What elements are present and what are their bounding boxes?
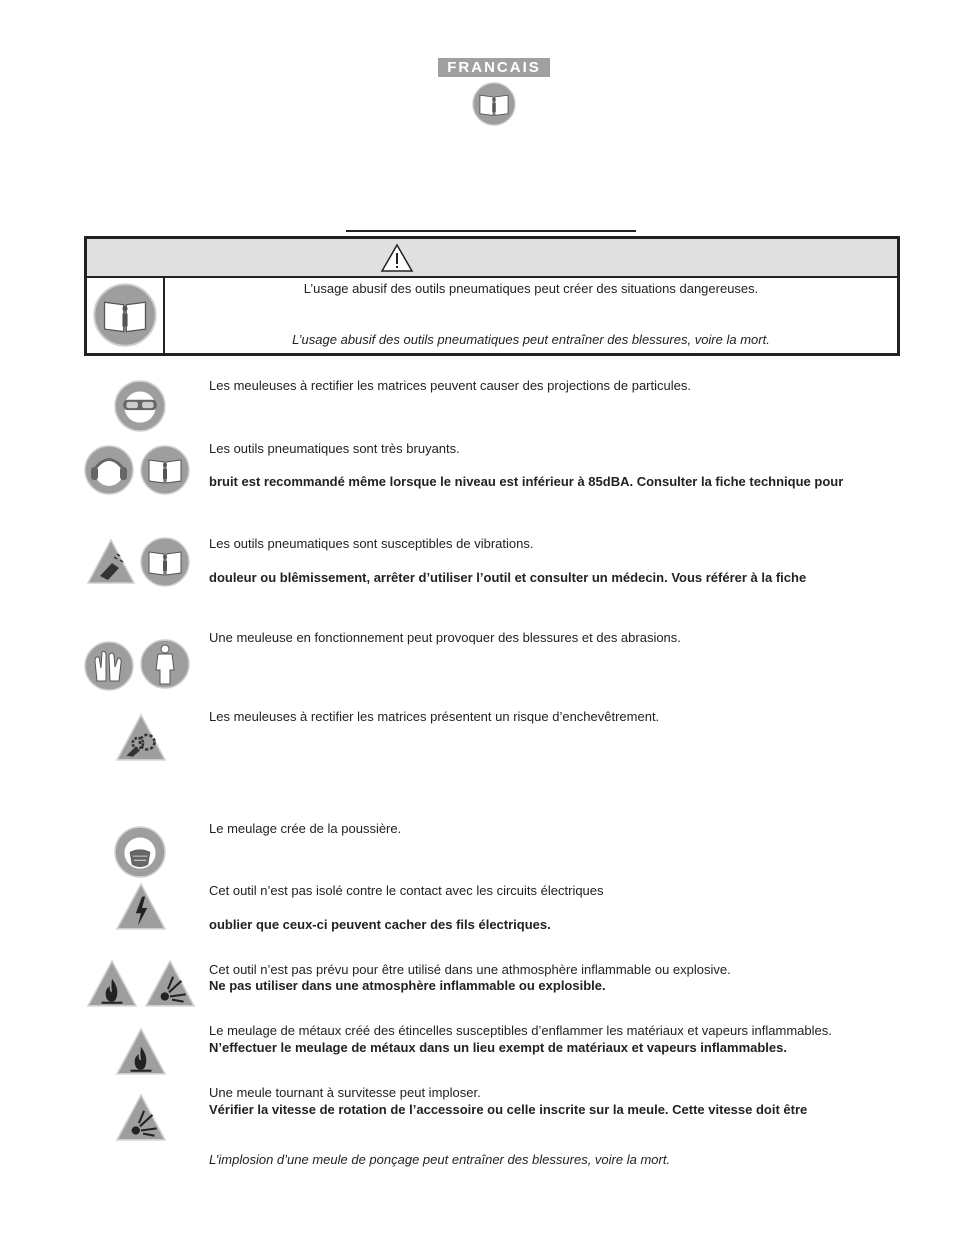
list-item-text: Les outils pneumatiques sont susceptibles de vibrations. bbox=[209, 536, 534, 551]
list-item-text: Le meulage de métaux créé des étincelles susceptibles d’enflammer les matériaux et vapeurs inflammables. bbox=[209, 1023, 832, 1038]
list-item-text: Les outils pneumatiques sont très bruyants. bbox=[209, 441, 460, 456]
goggles-icon bbox=[114, 380, 166, 432]
warning-triangle-icon bbox=[380, 243, 414, 273]
list-item-instruction: Vérifier la vitesse de rotation de l’accessoire ou celle inscrite sur la meule. Cette vitesse doit être bbox=[209, 1102, 808, 1117]
explosion-hazard-icon bbox=[112, 1092, 170, 1144]
read-manual-icon bbox=[140, 537, 190, 587]
gloves-icon bbox=[84, 641, 134, 691]
list-item-text: Une meuleuse en fonctionnement peut provoquer des blessures et des abrasions. bbox=[209, 630, 681, 645]
protective-clothing-icon bbox=[140, 639, 190, 689]
list-item-text: Une meule tournant à survitesse peut imploser. bbox=[209, 1085, 481, 1100]
warning-icon-cell bbox=[87, 278, 165, 353]
read-manual-icon bbox=[93, 283, 157, 347]
vibration-hazard-icon bbox=[84, 537, 138, 587]
dust-mask-icon bbox=[114, 826, 166, 878]
entanglement-hazard-icon bbox=[112, 712, 170, 764]
ear-protection-icon bbox=[84, 445, 134, 495]
warning-consequence-text: L’usage abusif des outils pneumatiques peut entraîner des blessures, voire la mort. bbox=[292, 332, 770, 347]
fire-hazard-icon bbox=[84, 958, 140, 1010]
list-item-text: Les meuleuses à rectifier les matrices présentent un risque d’enchevêtrement. bbox=[209, 709, 660, 724]
fire-hazard-icon bbox=[112, 1026, 170, 1078]
warning-box bbox=[84, 236, 900, 356]
list-item-consequence: L’implosion d’une meule de ponçage peut entraîner des blessures, voire la mort. bbox=[209, 1152, 671, 1167]
list-item-instruction: oublier que ceux-ci peuvent cacher des fils électriques. bbox=[209, 917, 551, 932]
read-manual-icon bbox=[140, 445, 190, 495]
title-rule bbox=[346, 230, 636, 232]
list-item-instruction: N’effectuer le meulage de métaux dans un lieu exempt de matériaux et vapeurs inflammables. bbox=[209, 1040, 787, 1055]
list-item-instruction: Ne pas utiliser dans une atmosphère inflammable ou explosible. bbox=[209, 978, 606, 993]
list-item-instruction: douleur ou blêmissement, arrêter d’utiliser l’outil et consulter un médecin. Vous référer à la fiche bbox=[209, 570, 807, 585]
list-item-text: Le meulage crée de la poussière. bbox=[209, 821, 402, 836]
list-item-instruction: bruit est recommandé même lorsque le niveau est inférieur à 85dBA. Consulter la fiche technique pour bbox=[209, 474, 844, 489]
list-item-text: Cet outil n’est pas isolé contre le contact avec les circuits électriques bbox=[209, 883, 604, 898]
language-badge: FRANCAIS bbox=[438, 58, 550, 77]
warning-header bbox=[87, 239, 897, 278]
electrical-hazard-icon bbox=[112, 881, 170, 933]
read-manual-icon bbox=[472, 82, 516, 126]
list-item-text: Les meuleuses à rectifier les matrices peuvent causer des projections de particules. bbox=[209, 378, 691, 393]
warning-text: L’usage abusif des outils pneumatiques peut créer des situations dangereuses. bbox=[303, 281, 759, 296]
explosion-hazard-icon bbox=[142, 958, 198, 1010]
list-item-text: Cet outil n’est pas prévu pour être utilisé dans une athmosphère inflammable ou explosive. bbox=[209, 962, 731, 977]
